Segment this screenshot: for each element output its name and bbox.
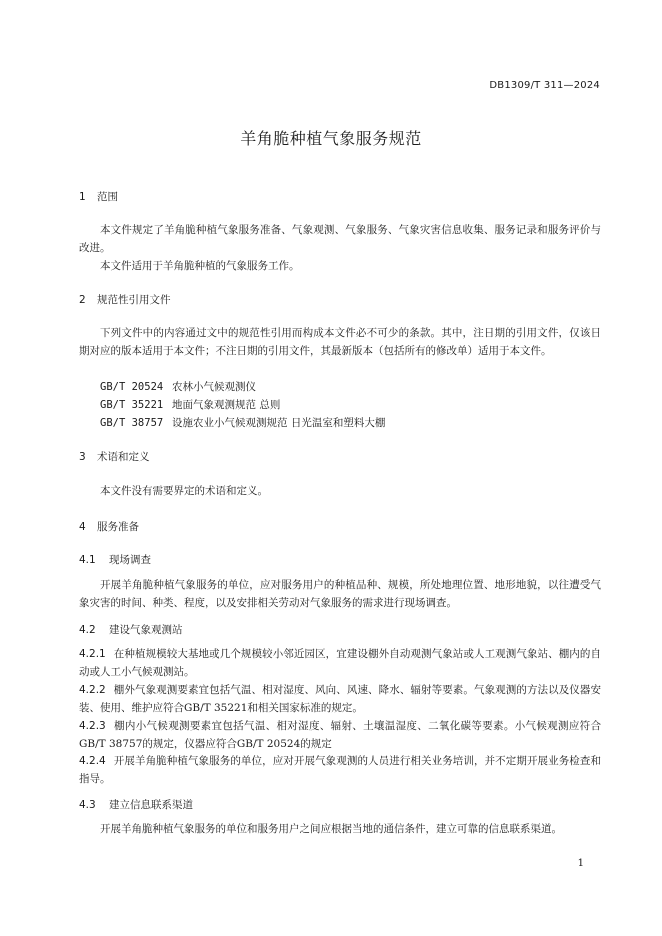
clause-4-2-1 [79,645,601,681]
clause-text: 棚内小气候观测要素宜包括气温、相对湿度、辐射、土壤温湿度、二氧化碳等要素。小气候观测应符合GB/T 38757的规定，仪器应符合GB/T 20524的规定 [79,720,601,750]
subsection-4-3-heading [79,797,193,812]
clause-number: 4.2.2 [79,684,106,696]
subsection-title: 建立信息联系渠道 [109,799,193,811]
section-1-paragraph-1: 本文件规定了羊角脆种植气象服务准备、气象观测、气象服务、气象灾害信息收集、服务记录和服务评价与改进。 [79,224,601,254]
subsection-number: 4.2 [79,624,96,636]
reference-item [100,396,280,414]
clause-number: 4.2.3 [79,720,106,732]
section-4-heading [79,519,139,534]
section-number: 3 [79,451,86,463]
subsection-number: 4.3 [79,799,96,811]
section-number: 2 [79,294,86,306]
subsection-title: 建设气象观测站 [109,624,183,636]
section-title: 服务准备 [97,521,139,533]
section-1-paragraph-2: 本文件适用于羊角脆种植的气象服务工作。 [100,260,300,272]
section-title: 规范性引用文件 [97,294,171,306]
section-number: 1 [79,191,86,203]
section-2-paragraph-1: 下列文件中的内容通过文中的规范性引用而构成本文件必不可少的条款。其中，注日期的引用文件，仅该日期对应的版本适用于本文件；不注日期的引用文件，其最新版本（包括所有的修改单）适用于本文件。 [79,327,601,357]
clause-number: 4.2.4 [79,755,106,767]
section-2-heading [79,292,171,307]
reference-code: GB/T 35221 [100,399,164,411]
reference-code: GB/T 38757 [100,417,164,429]
clause-4-2-4 [79,752,601,788]
subsection-4-1-heading [79,552,151,567]
section-1-heading [79,189,118,204]
clause-text: 棚外气象观测要素宜包括气温、相对湿度、风向、风速、降水、辐射等要素。气象观测的方法以及仪器安装、使用、维护应符合GB/T 35221和相关国家标准的规定。 [79,684,601,714]
reference-code: GB/T 20524 [100,381,164,393]
reference-name: 设施农业小气候观测规范 日光温室和塑料大棚 [172,417,386,429]
reference-name: 农林小气候观测仪 [172,381,256,393]
reference-item [100,414,385,432]
section-title: 范围 [97,191,118,203]
section-title: 术语和定义 [97,451,150,463]
section-3-heading [79,449,150,464]
subsection-title: 现场调查 [109,554,151,566]
subsection-number: 4.1 [79,554,96,566]
clause-4-2-3 [79,717,601,753]
reference-name: 地面气象观测规范 总则 [172,399,281,411]
document-code: DB1309/T 311—2024 [489,80,600,91]
clause-number: 4.2.1 [79,648,106,660]
section-3-paragraph-1: 本文件没有需要界定的术语和定义。 [100,485,268,497]
subsection-4-3-paragraph: 开展羊角脆种植气象服务的单位和服务用户之间应根据当地的通信条件，建立可靠的信息联系渠道。 [100,823,562,835]
subsection-4-1-paragraph: 开展羊角脆种植气象服务的单位，应对服务用户的种植品种、规模，所处地理位置、地形地貌，以往遭受气象灾害的时间、种类、程度，以及安排相关劳动对气象服务的需求进行现场调查。 [79,579,601,609]
clause-text: 在种植规模较大基地或几个规模较小邻近园区，宜建设棚外自动观测气象站或人工观测气象站、棚内的自动或人工小气候观测站。 [79,648,601,678]
reference-item [100,378,256,396]
page-number: 1 [577,858,584,869]
subsection-4-2-heading [79,622,183,637]
clause-text: 开展羊角脆种植气象服务的单位，应对开展气象观测的人员进行相关业务培训，并不定期开展业务检查和指导。 [79,755,601,785]
section-number: 4 [79,521,86,533]
clause-4-2-2 [79,681,601,717]
document-title: 羊角脆种植气象服务规范 [240,129,422,148]
